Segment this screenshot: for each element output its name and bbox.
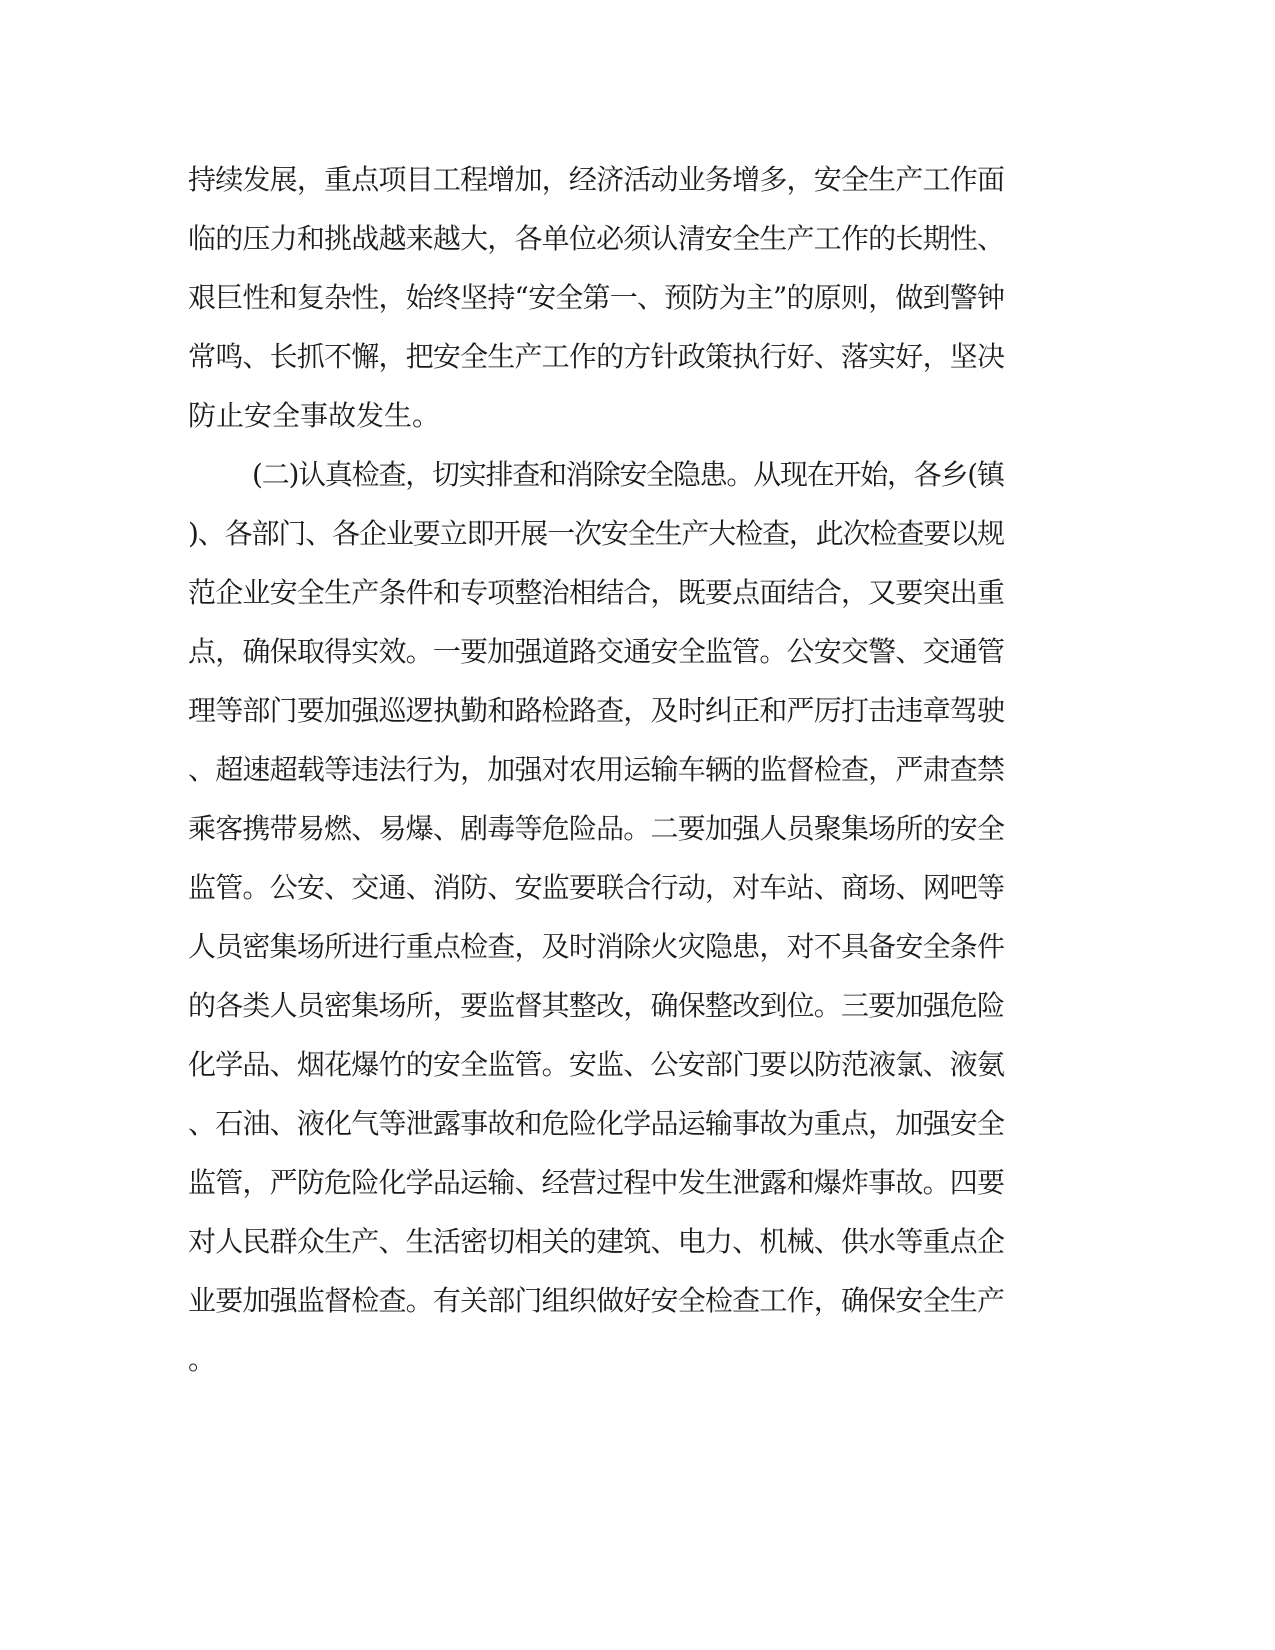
text-line: 的各类人员密集场所，要监督其整改，确保整改到位。三要加强危险 (188, 989, 1005, 1022)
text-line: )、各部门、各企业要立即开展一次安全生产大检查，此次检查要以规 (188, 517, 1004, 550)
text-line: 范企业安全生产条件和专项整治相结合，既要点面结合，又要突出重 (188, 576, 1005, 609)
text-line: 理等部门要加强巡逻执勤和路检路查，及时纠正和严厉打击违章驾驶 (188, 694, 1005, 727)
text-line: 、超速超载等违法行为，加强对农用运输车辆的监督检查，严肃查禁 (188, 753, 1005, 786)
text-line: 。 (188, 1343, 217, 1376)
text-line: 常鸣、长抓不懈，把安全生产工作的方针政策执行好、落实好，坚决 (188, 340, 1005, 373)
text-line: 化学品、烟花爆竹的安全监管。安监、公安部门要以防范液氯、液氨 (188, 1048, 1005, 1081)
text-line: 、石油、液化气等泄露事故和危险化学品运输事故为重点，加强安全 (188, 1107, 1005, 1140)
text-line: 防止安全事故发生。 (188, 399, 441, 432)
text-line: 人员密集场所进行重点检查，及时消除火灾隐患，对不具备安全条件 (188, 930, 1005, 963)
text-line: 监管，严防危险化学品运输、经营过程中发生泄露和爆炸事故。四要 (188, 1166, 1005, 1199)
text-line: 业要加强监督检查。有关部门组织做好安全检查工作，确保安全生产 (188, 1284, 1005, 1317)
text-line: 艰巨性和复杂性，始终坚持“安全第一、预防为主”的原则，做到警钟 (188, 281, 1005, 314)
paragraph-first-line: (二)认真检查，切实排查和消除安全隐患。从现在开始，各乡(镇 (252, 458, 1004, 491)
text-line: 持续发展，重点项目工程增加，经济活动业务增多，安全生产工作面 (188, 163, 1005, 196)
text-line: 对人民群众生产、生活密切相关的建筑、电力、机械、供水等重点企 (188, 1225, 1005, 1258)
text-line: 点，确保取得实效。一要加强道路交通安全监管。公安交警、交通管 (188, 635, 1005, 668)
text-line: 乘客携带易燃、易爆、剧毒等危险品。二要加强人员聚集场所的安全 (188, 812, 1005, 845)
text-line: 监管。公安、交通、消防、安监要联合行动，对车站、商场、网吧等 (188, 871, 1005, 904)
text-line: 临的压力和挑战越来越大，各单位必须认清安全生产工作的长期性、 (188, 222, 1005, 255)
